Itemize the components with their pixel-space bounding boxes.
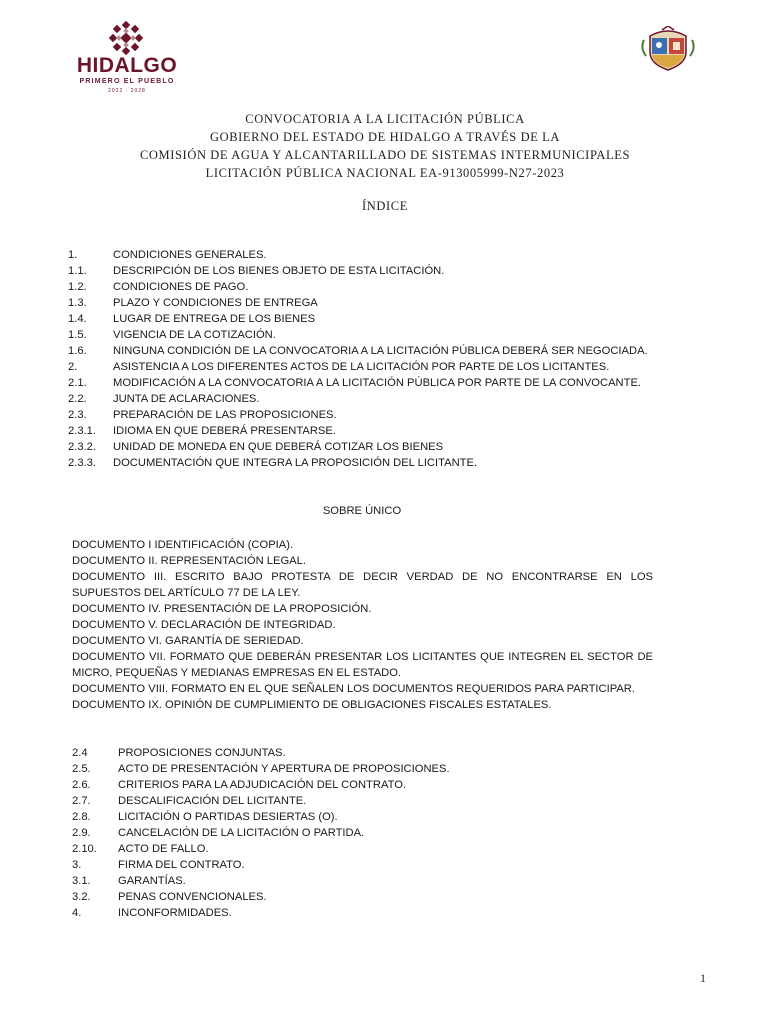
item-text: ASISTENCIA A LOS DIFERENTES ACTOS DE LA LICITACIÓN POR PARTE DE LOS LICITANTES. — [113, 361, 610, 373]
item-text: NINGUNA CONDICIÓN DE LA CONVOCATORIA A LA LICITACIÓN PÚBLICA DEBERÁ SER NEGOCIADA. — [113, 345, 648, 357]
logo-slogan: PRIMERO EL PUEBLO — [79, 78, 175, 85]
item-number: 2.1. — [68, 377, 87, 389]
list-item — [68, 423, 648, 439]
item-text: DESCRIPCIÓN DE LOS BIENES OBJETO DE ESTA LICITACIÓN. — [113, 265, 445, 277]
item-text: MODIFICACIÓN A LA CONVOCATORIA A LA LICITACIÓN PÚBLICA POR PARTE DE LA CONVOCANTE. — [113, 377, 642, 389]
item-number: 2.8. — [72, 811, 91, 823]
list-item — [72, 841, 450, 857]
list-item — [72, 745, 450, 761]
list-item — [68, 343, 648, 359]
logo-years: 2022 · 2028 — [108, 88, 146, 94]
list-item — [68, 311, 648, 327]
item-number: 1. — [68, 249, 78, 261]
hidalgo-logo — [74, 20, 180, 92]
item-text: IDIOMA EN QUE DEBERÁ PRESENTARSE. — [113, 425, 336, 437]
item-number: 2.3.3. — [68, 457, 96, 469]
document-item: DOCUMENTO V. DECLARACIÓN DE INTEGRIDAD. — [72, 619, 336, 631]
item-text: DOCUMENTACIÓN QUE INTEGRA LA PROPOSICIÓN DEL LICITANTE. — [113, 457, 478, 469]
item-number: 1.3. — [68, 297, 87, 309]
list-item — [72, 761, 450, 777]
documents-list — [72, 537, 653, 713]
list-item — [68, 295, 648, 311]
item-text: DESCALIFICACIÓN DEL LICITANTE. — [118, 795, 307, 807]
document-title — [0, 110, 770, 182]
item-number: 1.5. — [68, 329, 87, 341]
index-list — [68, 247, 648, 471]
item-number: 2.10. — [72, 843, 97, 855]
item-number: 2.2. — [68, 393, 87, 405]
list-item — [68, 359, 648, 375]
item-text: FIRMA DEL CONTRATO. — [118, 859, 245, 871]
list-item — [72, 809, 450, 825]
title-line-4: LICITACIÓN PÚBLICA NACIONAL EA-913005999-N27-2023 — [205, 166, 565, 180]
item-text: LUGAR DE ENTREGA DE LOS BIENES — [113, 313, 316, 325]
item-number: 1.6. — [68, 345, 87, 357]
item-text: PROPOSICIONES CONJUNTAS. — [118, 747, 286, 759]
list-item — [68, 407, 648, 423]
item-number: 2.3.1. — [68, 425, 96, 437]
list-item — [72, 793, 450, 809]
coat-of-arms-icon — [636, 26, 700, 72]
document-item: DOCUMENTO III. ESCRITO BAJO PROTESTA DE DECIR VERDAD DE NO ENCONTRARSE EN LOS SUPUESTOS DEL ARTÍCULO 77 DE LA LEY. — [72, 571, 653, 599]
item-number: 1.1. — [68, 265, 87, 277]
document-item: DOCUMENTO VII. FORMATO QUE DEBERÁN PRESENTAR LOS LICITANTES QUE INTEGREN EL SECTOR DE MICRO, PEQUEÑAS Y MEDIANAS EMPRESAS EN EL ESTADO. — [72, 651, 653, 679]
list-item — [68, 455, 648, 471]
item-number: 3.2. — [72, 891, 91, 903]
item-number: 2.3.2. — [68, 441, 96, 453]
list-item — [72, 873, 450, 889]
title-line-3: COMISIÓN DE AGUA Y ALCANTARILLADO DE SISTEMAS INTERMUNICIPALES — [139, 148, 631, 162]
item-text: UNIDAD DE MONEDA EN QUE DEBERÁ COTIZAR LOS BIENES — [113, 441, 444, 453]
item-text: CANCELACIÓN DE LA LICITACIÓN O PARTIDA. — [118, 827, 365, 839]
item-number: 2.7. — [72, 795, 91, 807]
logo-wordmark: HIDALGO — [76, 54, 178, 77]
list-item — [72, 777, 450, 793]
item-text: CRITERIOS PARA LA ADJUDICACIÓN DEL CONTRATO. — [118, 779, 407, 791]
item-number: 2.5. — [72, 763, 91, 775]
list-item — [68, 439, 648, 455]
title-line-1: CONVOCATORIA A LA LICITACIÓN PÚBLICA — [245, 112, 525, 126]
document-item: DOCUMENTO II. REPRESENTACIÓN LEGAL. — [72, 555, 306, 567]
sobre-unico-heading: SOBRE ÚNICO — [322, 505, 402, 517]
list-item — [72, 889, 450, 905]
list-item — [68, 327, 648, 343]
document-item: DOCUMENTO VIII. FORMATO EN EL QUE SEÑALEN LOS DOCUMENTOS REQUERIDOS PARA PARTICIPAR. — [72, 683, 635, 695]
item-number: 2.9. — [72, 827, 91, 839]
item-text: INCONFORMIDADES. — [118, 907, 232, 919]
index-heading: ÍNDICE — [362, 199, 408, 213]
page-number: 1 — [700, 971, 706, 985]
item-number: 2. — [68, 361, 78, 373]
list-item — [72, 825, 450, 841]
item-text: VIGENCIA DE LA COTIZACIÓN. — [113, 329, 276, 341]
list-item — [68, 375, 648, 391]
item-text: LICITACIÓN O PARTIDAS DESIERTAS (O). — [118, 811, 338, 823]
state-seal-logo — [636, 26, 700, 92]
item-number: 1.4. — [68, 313, 87, 325]
item-number: 2.3. — [68, 409, 87, 421]
list-item — [68, 279, 648, 295]
flower-emblem-icon — [108, 20, 144, 56]
item-number: 2.4 — [72, 747, 88, 759]
item-number: 3.1. — [72, 875, 91, 887]
document-item: DOCUMENTO I IDENTIFICACIÓN (COPIA). — [72, 539, 294, 551]
item-text: CONDICIONES GENERALES. — [113, 249, 267, 261]
item-number: 1.2. — [68, 281, 87, 293]
list-item — [68, 247, 648, 263]
item-number: 2.6. — [72, 779, 91, 791]
item-text: ACTO DE FALLO. — [118, 843, 209, 855]
item-text: GARANTÍAS. — [118, 875, 186, 887]
item-number: 3. — [72, 859, 82, 871]
item-text: ACTO DE PRESENTACIÓN Y APERTURA DE PROPOSICIONES. — [118, 763, 450, 775]
document-item: DOCUMENTO IV. PRESENTACIÓN DE LA PROPOSICIÓN. — [72, 603, 372, 615]
item-number: 4. — [72, 907, 82, 919]
title-line-2: GOBIERNO DEL ESTADO DE HIDALGO A TRAVÉS DE LA — [209, 130, 561, 144]
index-list-continued — [72, 745, 450, 921]
document-item: DOCUMENTO IX. OPINIÓN DE CUMPLIMIENTO DE OBLIGACIONES FISCALES ESTATALES. — [72, 699, 552, 711]
item-text: PENAS CONVENCIONALES. — [118, 891, 267, 903]
item-text: JUNTA DE ACLARACIONES. — [113, 393, 260, 405]
item-text: CONDICIONES DE PAGO. — [113, 281, 249, 293]
item-text: PREPARACIÓN DE LAS PROPOSICIONES. — [113, 409, 337, 421]
list-item — [68, 391, 648, 407]
list-item — [68, 263, 648, 279]
document-item: DOCUMENTO VI. GARANTÍA DE SERIEDAD. — [72, 635, 304, 647]
list-item — [72, 857, 450, 873]
list-item — [72, 905, 450, 921]
item-text: PLAZO Y CONDICIONES DE ENTREGA — [113, 297, 318, 309]
